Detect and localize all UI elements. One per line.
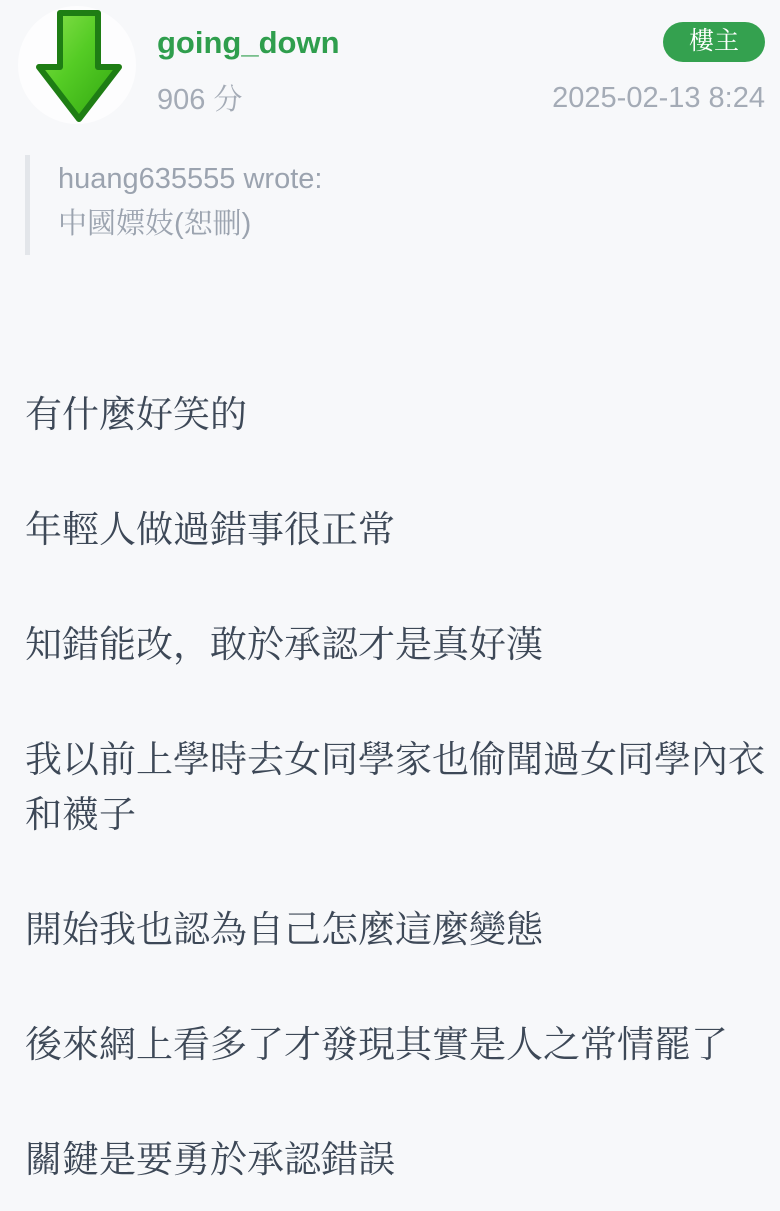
- post-header: [25, 5, 765, 129]
- post-timestamp: 2025-02-13 8:24: [552, 82, 765, 114]
- post-paragraph: 有什麼好笑的: [25, 394, 247, 435]
- op-badge: 樓主: [663, 22, 765, 62]
- quote-text: 中國嫖妓(恕刪): [58, 208, 252, 240]
- post-body: [25, 387, 765, 1187]
- post-paragraph: 後來網上看多了才發現其實是人之常情罷了: [25, 1024, 728, 1065]
- quote-block: [25, 155, 765, 255]
- post-paragraph: 關鍵是要勇於承認錯誤: [25, 1139, 395, 1180]
- quote-attribution: huang635555 wrote:: [58, 163, 323, 195]
- post-paragraph: 知錯能改，敢於承認才是真好漢: [25, 624, 543, 665]
- down-arrow-icon: [15, 5, 139, 129]
- post-paragraph: 開始我也認為自己怎麼這麼變態: [25, 909, 543, 950]
- post-paragraph: 我以前上學時去女同學家也偷聞過女同學內衣和襪子: [25, 739, 765, 835]
- author-username[interactable]: going_down: [157, 25, 340, 60]
- author-points: 906 分: [157, 84, 243, 116]
- post-paragraph: 年輕人做過錯事很正常: [25, 509, 395, 550]
- avatar[interactable]: [15, 5, 139, 129]
- author-info: [157, 5, 552, 118]
- post-meta: [552, 5, 765, 115]
